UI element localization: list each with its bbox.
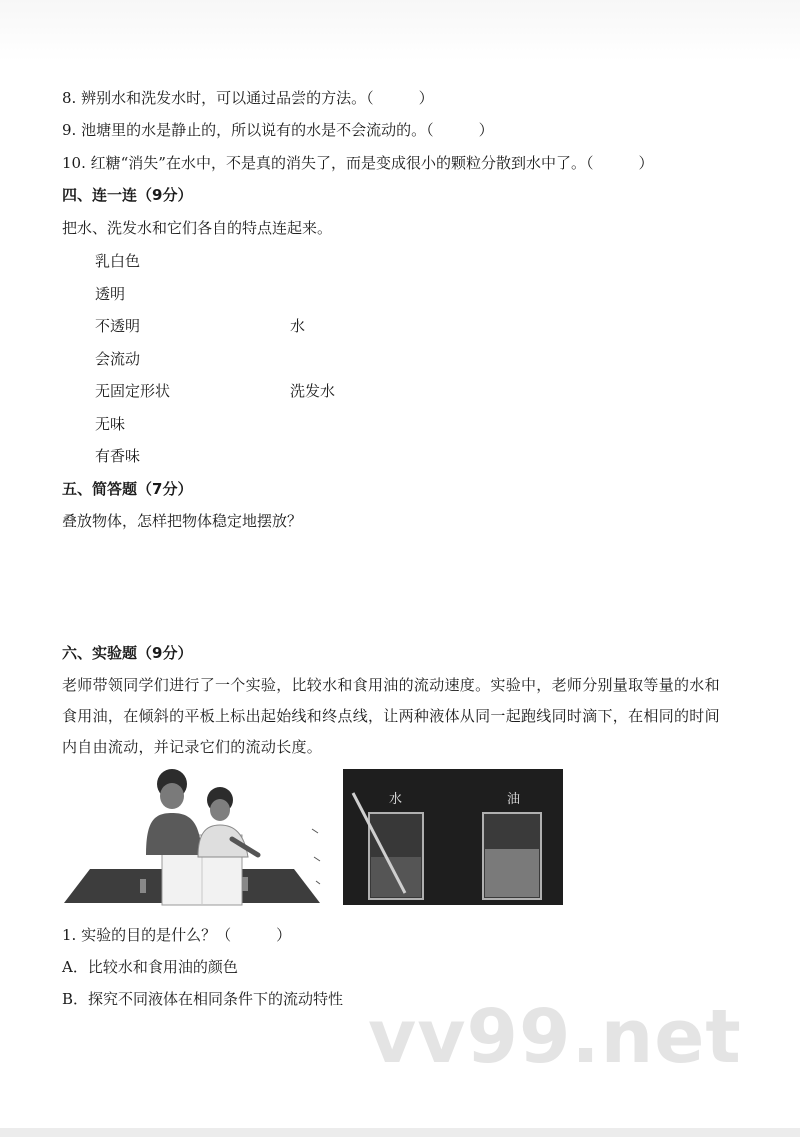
feature-item: 有香味	[95, 447, 141, 465]
beaker-label-water: 水	[389, 792, 403, 807]
target-water: 水	[290, 317, 306, 335]
feature-item: 乳白色	[95, 252, 141, 270]
feature-item: 无味	[95, 415, 126, 433]
bottom-margin	[0, 1128, 800, 1137]
feature-item: 透明	[95, 285, 126, 303]
question-10: 10. 红糖“消失”在水中，不是真的消失了，而是变成很小的颗粒分散到水中了。（ ）	[62, 154, 654, 172]
section-5-question: 叠放物体，怎样把物体稳定地摆放？	[62, 512, 303, 530]
beakers-photo	[343, 769, 563, 905]
feature-item: 不透明	[95, 317, 141, 335]
students-experiment-photo	[62, 769, 322, 907]
experiment-question-1: 1. 实验的目的是什么？（ ）	[62, 926, 292, 944]
experiment-description: 老师带领同学们进行了一个实验，比较水和食用油的流动速度。实验中，老师分别量取等量的水和食用油，在倾斜的平板上标出起始线和终点线，让两种液体从同一起跑线同时滴下，在相同的时间内自由流动，并记录它们的流动长度。	[62, 676, 720, 756]
question-9: 9. 池塘里的水是静止的，所以说有的水是不会流动的。（ ）	[62, 121, 494, 139]
target-shampoo: 洗发水	[290, 382, 336, 400]
question-8: 8. 辨别水和洗发水时，可以通过品尝的方法。（ ）	[62, 89, 434, 107]
section-5-title: 五、简答题（7分）	[62, 480, 193, 498]
watermark: vv99.net	[368, 994, 742, 1080]
option-a: A．比较水和食用油的颜色	[62, 958, 238, 976]
feature-item: 无固定形状	[95, 382, 171, 400]
section-4-instruction: 把水、洗发水和它们各自的特点连起来。	[62, 219, 333, 237]
section-4-title: 四、连一连（9分）	[62, 186, 193, 204]
section-6-title: 六、实验题（9分）	[62, 644, 193, 662]
option-b: B．探究不同液体在相同条件下的流动特性	[62, 990, 344, 1008]
feature-item: 会流动	[95, 350, 141, 368]
top-margin	[0, 0, 800, 62]
beaker-label-oil: 油	[507, 792, 521, 807]
